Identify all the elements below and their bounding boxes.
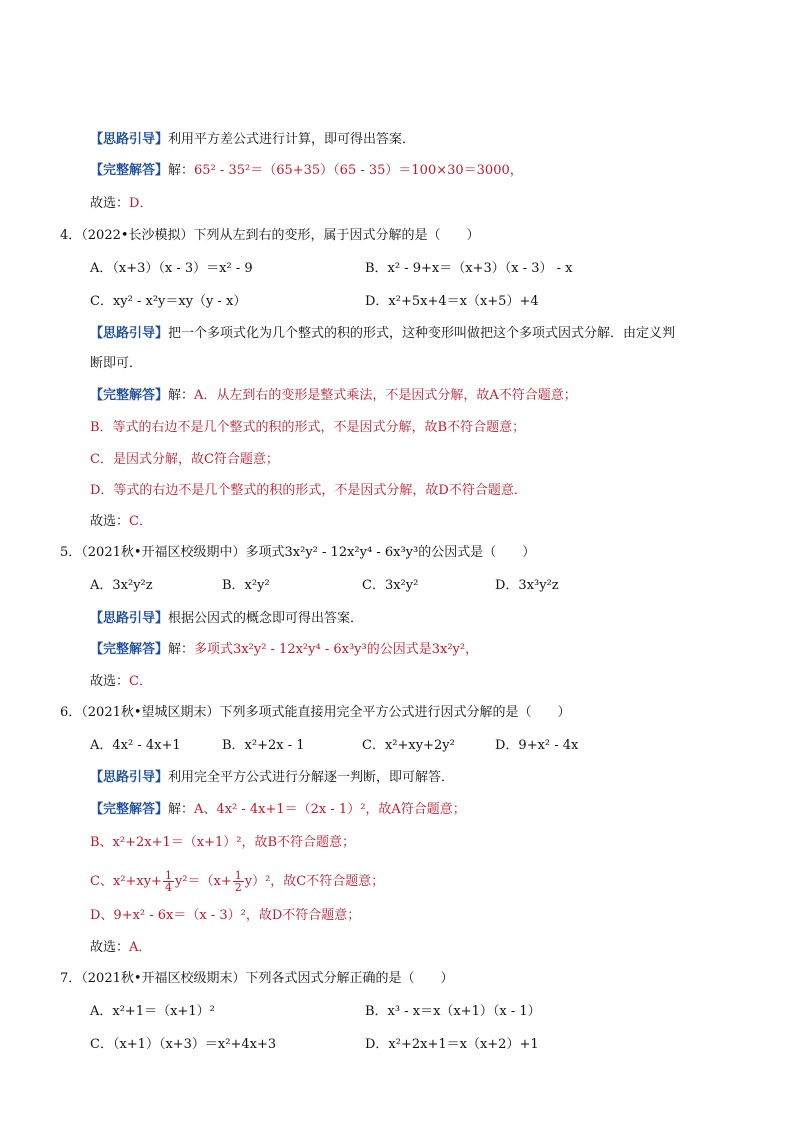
q5-option-a: A．3x²y²z [90,578,153,593]
q4-stem: 4．（2022•长沙模拟）下列从左到右的变形，属于因式分解的是（ ） [60,228,480,243]
solution-text: 65² - 35²＝（65+35）（65 - 35）＝100×30＝3000， [194,163,523,178]
q6-option-b: B．x²+2x - 1 [222,738,305,753]
q7-option-c: C．（x+1）（x+3）＝x²+4x+3 [90,1037,277,1052]
q5-hint [90,609,754,629]
fraction-denominator: 4 [164,881,172,894]
solution-prefix: 解： [168,388,195,403]
q6-solution-a [90,800,754,820]
solution-tag: 【完整解答】 [90,642,169,657]
answer-value: A． [129,940,152,955]
solution-prefix: 解： [168,163,195,178]
solution-c-part3: y）²，故C不符合题意； [244,874,385,889]
hint-text: 利用平方差公式进行计算，即可得出答案． [168,132,416,147]
q3-hint [90,130,754,150]
solution-c-part2: y²＝（x+ [174,874,232,889]
q4-option-b: B．x² - 9+x＝（x+3）（x - 3） - x [365,261,573,276]
q4-options-row2 [90,292,754,312]
q5-answer [90,672,754,692]
q6-option-c: C．x²+xy+2y² [362,738,455,753]
solution-prefix: 解： [168,802,195,817]
q5-options [90,576,754,596]
fraction-one-half [233,870,244,893]
answer-prefix: 故选： [90,514,130,529]
q4-hint-1 [90,324,754,344]
solution-c-part1: C、x²+xy+ [90,874,162,889]
hint-text: 利用完全平方公式进行分解逐一判断，即可解答． [168,770,455,785]
q7-option-b: B．x³ - x＝x（x+1）（x - 1） [365,1004,541,1019]
fraction-one-quarter [163,870,174,893]
answer-value: D． [129,196,153,211]
q4-option-c: C．xy² - x²y＝xy（y - x） [90,294,247,309]
q3-answer [90,194,754,214]
q4-option-a: A．（x+3）（x - 3）＝x² - 9 [90,261,253,276]
q4-hint-2: 断即可． [90,356,143,371]
q5-stem: 5．（2021秋•开福区校级期中）多项式3x²y² - 12x²y⁴ - 6x³y³的公因式是（ ） [60,545,536,560]
q6-solution-c [90,868,754,896]
hint-tag: 【思路引导】 [90,132,169,147]
solution-tag: 【完整解答】 [90,163,169,178]
hint-tag: 【思路引导】 [90,770,169,785]
solution-text: A、4x² - 4x+1＝（2x - 1）²，故A符合题意； [194,802,466,817]
solution-text: A．从左到右的变形是整式乘法，不是因式分解，故A不符合题意； [194,388,577,403]
solution-tag: 【完整解答】 [90,802,169,817]
solution-prefix: 解： [168,642,195,657]
q3-solution [90,161,754,181]
answer-value: C． [129,514,152,529]
q4-solution-a [90,386,754,406]
q6-option-d: D．9+x² - 4x [495,738,579,753]
hint-tag: 【思路引导】 [90,611,169,626]
q6-solution-b: B、x²+2x+1＝（x+1）²，故B不符合题意； [90,835,356,850]
q6-solution-d: D、9+x² - 6x＝（x - 3）²，故D不符合题意； [90,908,361,923]
hint-text: 把一个多项式化为几个整式的积的形式，这种变形叫做把这个多项式因式分解．由定义判 [168,326,676,341]
q7-options-row1 [90,1002,754,1022]
answer-prefix: 故选： [90,674,130,689]
q5-option-d: D．3x³y²z [495,578,559,593]
solution-text: 多项式3x²y² - 12x²y⁴ - 6x³y³的公因式是3x²y²， [194,642,479,657]
q4-option-d: D．x²+5x+4＝x（x+5）+4 [365,294,539,309]
q4-options-row1 [90,259,754,279]
q5-option-b: B．x²y² [222,578,270,593]
answer-prefix: 故选： [90,940,130,955]
q7-option-a: A．x²+1＝（x+1）² [90,1004,215,1019]
q6-options [90,736,754,756]
q7-option-d: D．x²+2x+1＝x（x+2）+1 [365,1037,539,1052]
answer-value: C． [129,674,152,689]
q7-stem: 7．（2021秋•开福区校级期末）下列各式因式分解正确的是（ ） [60,971,454,986]
fraction-numerator: 1 [234,869,242,882]
q4-solution-d: D．等式的右边不是几个整式的积的形式，不是因式分解，故D不符合题意． [90,483,527,498]
q6-option-a: A．4x² - 4x+1 [90,738,181,753]
q5-solution [90,640,754,660]
q6-answer [90,938,754,958]
q6-stem: 6．（2021秋•望城区期末）下列多项式能直接用完全平方公式进行因式分解的是（ ） [60,705,571,720]
fraction-numerator: 1 [164,869,172,882]
q4-solution-c: C．是因式分解，故C符合题意； [90,452,279,467]
q7-options-row2 [90,1035,754,1055]
hint-tag: 【思路引导】 [90,326,169,341]
q5-option-c: C．3x²y² [362,578,419,593]
q6-hint [90,768,754,788]
fraction-denominator: 2 [234,881,242,894]
answer-prefix: 故选： [90,196,130,211]
solution-tag: 【完整解答】 [90,388,169,403]
q4-answer [90,512,754,532]
q4-solution-b: B．等式的右边不是几个整式的积的形式，不是因式分解，故B不符合题意； [90,420,526,435]
hint-text: 根据公因式的概念即可得出答案． [168,611,364,626]
